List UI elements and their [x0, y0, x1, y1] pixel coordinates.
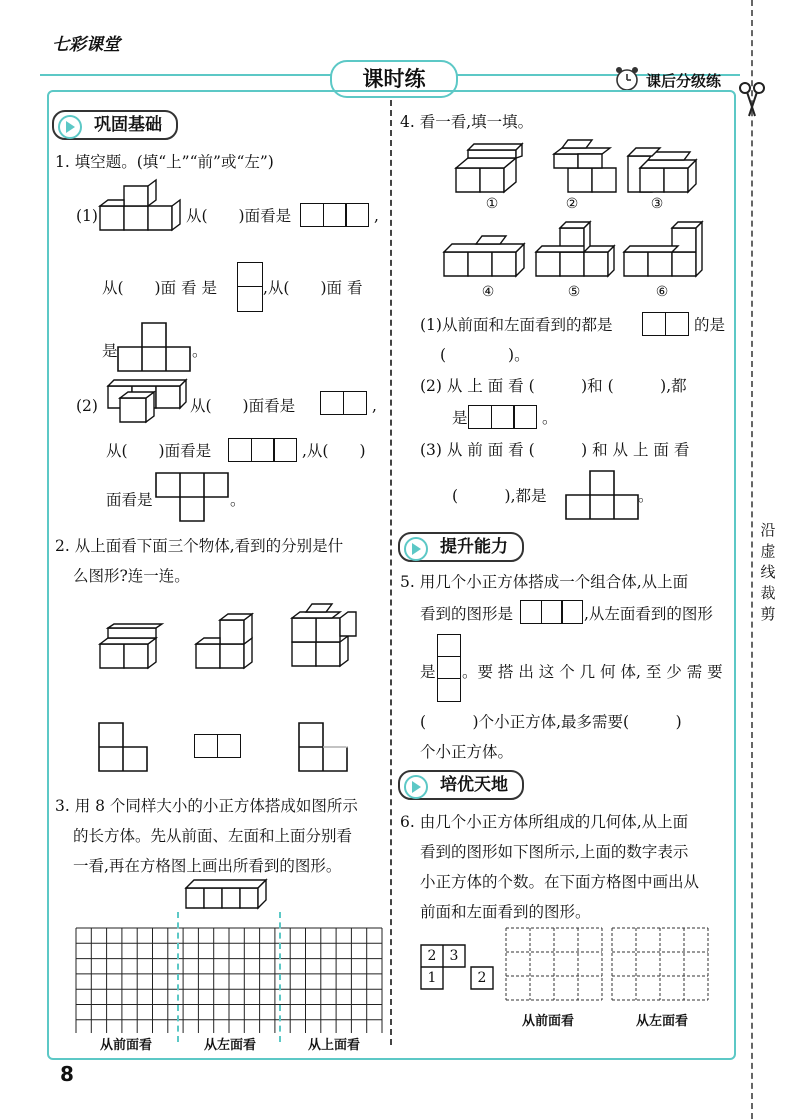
- q1-view-2row: [322, 391, 367, 415]
- q6-num-3: 1: [427, 970, 437, 986]
- q4-solid-6: [624, 214, 704, 280]
- play-icon: [404, 775, 428, 799]
- q1-stem: 1. 填空题。(填“上”“前”或“左”): [55, 153, 274, 171]
- q1-comma-2: ,: [372, 397, 377, 415]
- q3-grid-paper: [76, 928, 382, 1034]
- q1-solid-2: [102, 378, 186, 426]
- q4-solid-4: [444, 230, 528, 280]
- q6-caption-left: 从左面看: [636, 1014, 689, 1029]
- q1-view-t-shape: [118, 322, 194, 372]
- q4-label-4: ④: [481, 284, 495, 300]
- q3-caption-left: 从左面看: [204, 1038, 257, 1053]
- q2-object-2: [196, 608, 256, 670]
- q3-dash-1: [177, 912, 179, 1042]
- q1-solid-1: [100, 184, 190, 244]
- q5-line-a: 5. 用几个小正方体搭成一个组合体,从上面: [400, 573, 689, 591]
- q5-top-view: [522, 600, 583, 624]
- q5-line-c: ,从左面看到的图形: [584, 605, 713, 623]
- q3-line2: 的长方体。先从前面、左面和上面分别看: [73, 827, 353, 845]
- q1-view-column: [237, 262, 263, 312]
- cut-line: [751, 0, 753, 1119]
- section-excellence: 培优天地: [398, 770, 524, 800]
- q4-view-2row: [644, 312, 689, 336]
- q6-grid-front: [506, 928, 602, 1000]
- q1-part1-text2: 从( )面 看 是: [102, 279, 217, 297]
- q2-line1: 2. 从上面看下面三个物体,看到的分别是什: [55, 537, 344, 555]
- section-basic: 巩固基础: [52, 110, 178, 140]
- q4-sub1-a: (1)从前面和左面看到的都是: [420, 316, 613, 334]
- q1-period-2: 。: [230, 491, 246, 509]
- q2-object-1: [100, 622, 160, 670]
- q1-view-inverted-t: [156, 472, 232, 522]
- q1-part1-text4: 是: [102, 342, 118, 360]
- q6-line-c: 小正方体的个数。在下面方格图中画出从: [420, 873, 700, 891]
- play-icon: [404, 537, 428, 561]
- q1-view-3row-b: [230, 438, 297, 462]
- q5-line-e: 。要 搭 出 这 个 几 何 体, 至 少 需 要: [462, 663, 723, 681]
- q5-line-b: 看到的图形是: [420, 605, 514, 623]
- q6-caption-front: 从前面看: [522, 1014, 575, 1029]
- q4-solid-5: [536, 216, 616, 280]
- q4-label-2: ②: [565, 196, 579, 212]
- q3-cuboid: [186, 878, 276, 914]
- q6-grid-left: [612, 928, 708, 1000]
- q1-part2-text4: 面看是: [106, 491, 153, 509]
- q2-object-3: [292, 602, 364, 672]
- q4-view-3row: [470, 405, 537, 429]
- q4-stem: 4. 看一看,填一填。: [400, 113, 534, 131]
- q3-line3: 一看,再在方格图上画出所看到的图形。: [73, 857, 342, 875]
- q6-num-4: 2: [477, 970, 487, 986]
- q3-caption-top: 从上面看: [308, 1038, 361, 1053]
- q2-line2: 么图形?连一连。: [73, 567, 190, 585]
- alarm-clock-icon: [614, 66, 640, 92]
- q1-part2-text1: 从( )面看是: [190, 397, 296, 415]
- q3-dash-2: [279, 912, 281, 1042]
- q4-sub3-b: ( ),都是: [452, 487, 547, 505]
- q1-part1-label: (1): [76, 207, 98, 225]
- q4-label-3: ③: [650, 196, 664, 212]
- q3-line1: 3. 用 8 个同样大小的小正方体搭成如图所示: [55, 797, 358, 815]
- q4-sub3-a: (3) 从 前 面 看 ( ) 和 从 上 面 看: [420, 441, 690, 459]
- q2-topview-3: [298, 722, 350, 774]
- q1-part1-text1: 从( )面看是: [186, 207, 292, 225]
- scissors-icon: [738, 80, 766, 120]
- page-number: 8: [60, 1062, 74, 1086]
- q4-sub2-b: 是: [452, 409, 468, 427]
- q6-num-2: 3: [449, 948, 459, 964]
- q1-part2-label: (2): [76, 397, 98, 415]
- q4-sub1-b: 的是: [694, 316, 726, 334]
- cut-instruction: 沿 虚 线 裁 剪: [760, 521, 776, 623]
- q1-part2-text2: 从( )面看是: [106, 442, 212, 460]
- q5-line-f: ( )个小正方体,最多需要( ): [420, 713, 682, 731]
- q5-line-g: 个小正方体。: [420, 743, 514, 761]
- q4-sub2-a: (2) 从 上 面 看 ( )和 ( ),都: [420, 377, 687, 395]
- play-icon: [58, 115, 82, 139]
- q1-period: 。: [192, 342, 208, 360]
- q4-label-5: ⑤: [567, 284, 581, 300]
- header-tag: 课后分级练: [646, 72, 722, 90]
- q4-sub1-c: ( )。: [440, 346, 530, 364]
- q1-part1-text3: ,从( )面 看: [263, 279, 363, 297]
- q4-sub3-c: 。: [638, 487, 654, 505]
- q1-part2-text3: ,从( ): [302, 442, 366, 460]
- q6-line-d: 前面和左面看到的图形。: [420, 903, 591, 921]
- q1-comma: ,: [374, 207, 379, 225]
- q4-solid-3: [628, 142, 700, 194]
- q2-topview-2: [196, 734, 241, 758]
- q2-topview-1: [98, 722, 150, 774]
- q6-line-a: 6. 由几个小正方体所组成的几何体,从上面: [400, 813, 689, 831]
- q4-label-6: ⑥: [655, 284, 669, 300]
- q1-view-3row: [302, 203, 369, 227]
- q3-caption-front: 从前面看: [100, 1038, 153, 1053]
- q5-left-view: [437, 634, 461, 702]
- page-title: 课时练: [330, 60, 458, 98]
- q4-label-1: ①: [485, 196, 499, 212]
- section-improve: 提升能力: [398, 532, 524, 562]
- column-divider: [390, 100, 392, 1045]
- q6-line-b: 看到的图形如下图所示,上面的数字表示: [420, 843, 689, 861]
- q5-line-d: 是: [420, 663, 436, 681]
- brand-logo: 七彩课堂: [52, 35, 120, 55]
- q4-view-t-shape: [566, 470, 642, 520]
- q4-solid-2: [554, 138, 618, 194]
- q4-sub2-c: 。: [542, 409, 558, 427]
- q6-num-1: 2: [427, 948, 437, 964]
- q4-solid-1: [456, 142, 528, 194]
